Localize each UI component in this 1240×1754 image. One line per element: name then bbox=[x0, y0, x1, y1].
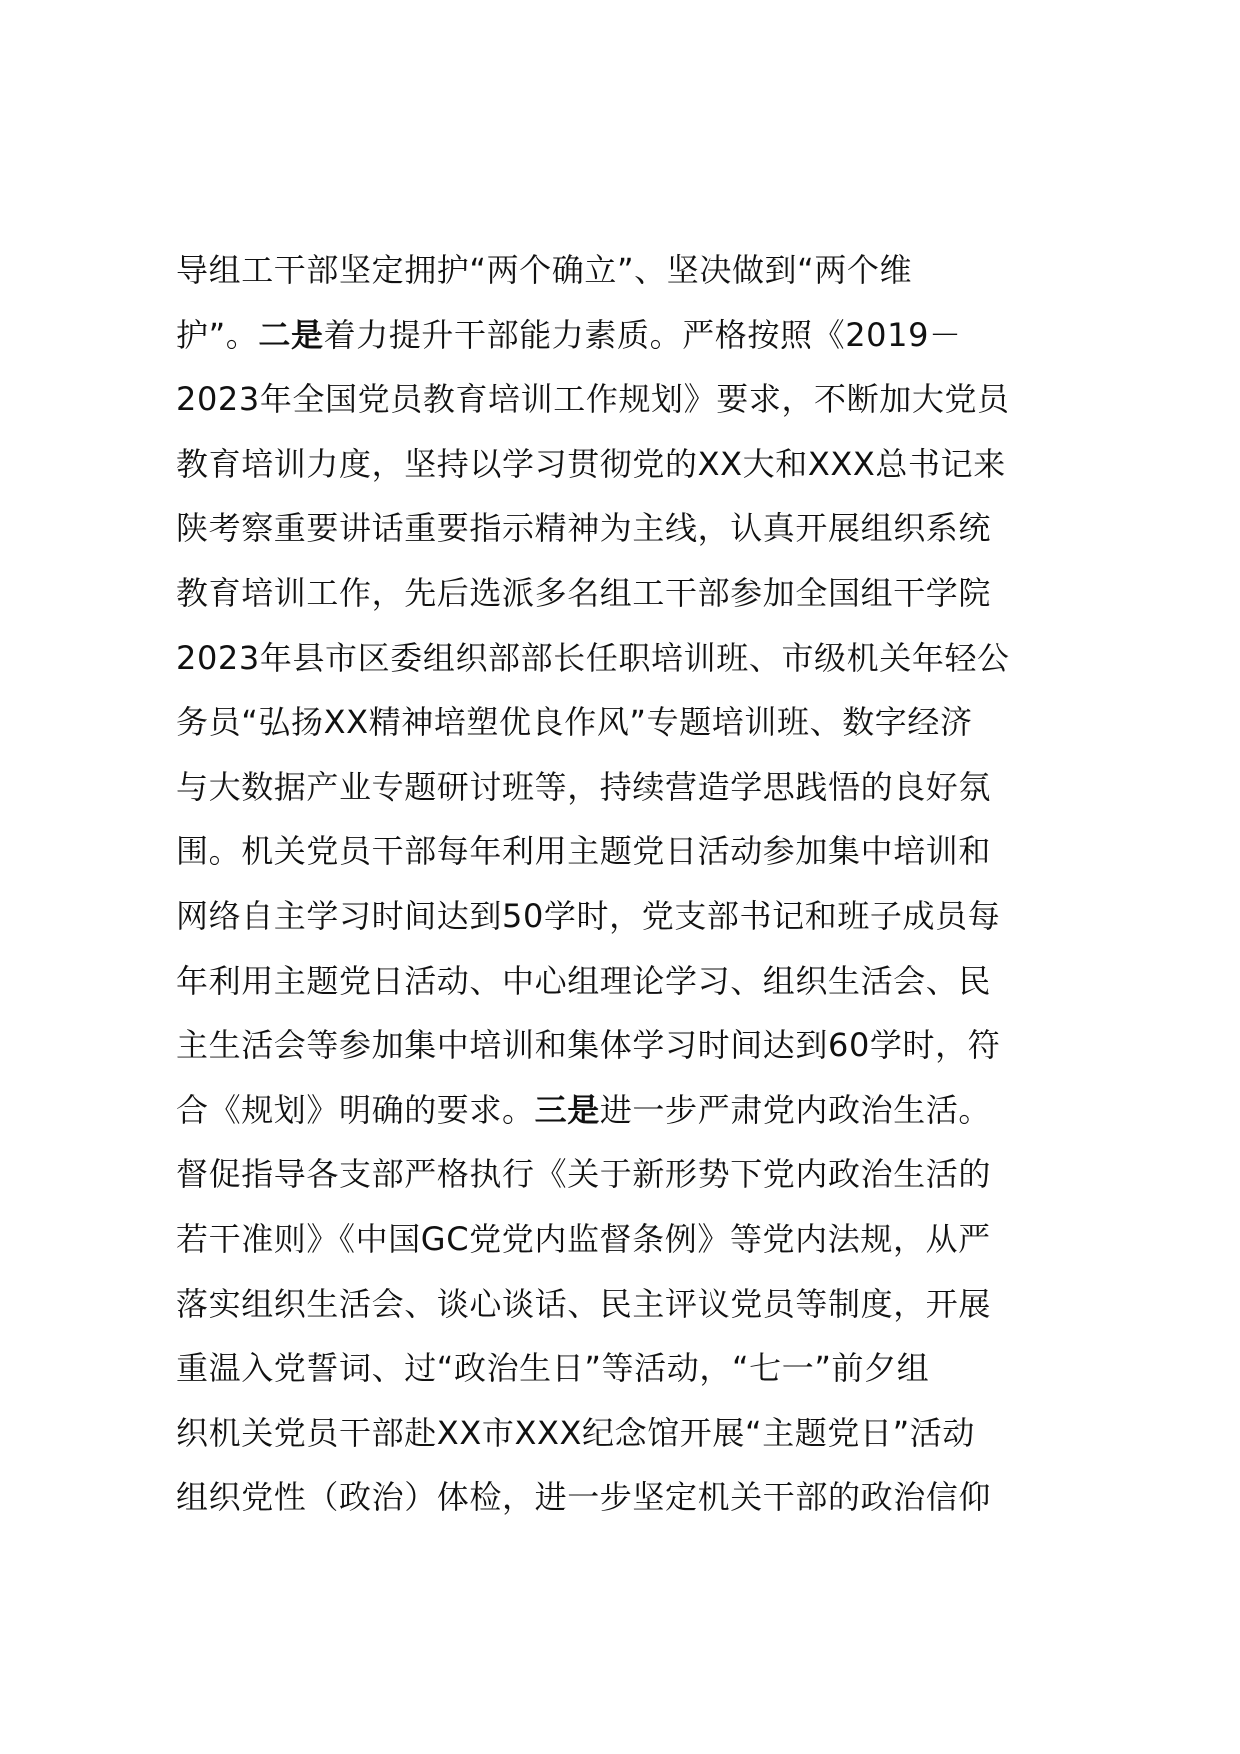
text-line-20 bbox=[176, 1465, 1096, 1530]
text-run: 落实组织生活会、谈心谈话、民主评议党员等制度，开展 bbox=[176, 1284, 992, 1323]
text-line-19 bbox=[176, 1401, 1096, 1466]
text-run: 着力提升干部能力素质。严格按照《2019－ bbox=[323, 315, 962, 354]
text-run: 教育培训工作，先后选派多名组工干部参加全国组干学院 bbox=[176, 573, 992, 612]
text-line-7 bbox=[176, 626, 1096, 691]
text-line-11 bbox=[176, 884, 1096, 949]
text-run: 组织党性（政治）体检，进一步坚定机关干部的政治信仰 bbox=[176, 1478, 992, 1517]
text-run: 导组工干部坚定拥护“两个确立”、坚决做到“两个维 bbox=[176, 251, 913, 289]
text-run: 合《规划》明确的要求。 bbox=[176, 1090, 535, 1129]
text-run: 织机关党员干部赴XX市XXX纪念馆开展“主题党日”活动 bbox=[176, 1413, 975, 1452]
text-line-8 bbox=[176, 690, 1096, 755]
text-run: 若干准则》《中国GC党党内监督条例》等党内法规，从严 bbox=[176, 1219, 991, 1258]
text-run: 护”。 bbox=[176, 315, 259, 354]
bold-keyword: 三是 bbox=[534, 1090, 600, 1129]
text-run: 陕考察重要讲话重要指示精神为主线，认真开展组织系统 bbox=[176, 509, 992, 548]
text-line-1 bbox=[176, 238, 1096, 303]
text-line-4 bbox=[176, 432, 1096, 497]
text-run: 主生活会等参加集中培训和集体学习时间达到60学时，符 bbox=[176, 1026, 1001, 1065]
text-run: 教育培训力度，坚持以学习贯彻党的XX大和XXX总书记来 bbox=[176, 444, 1006, 483]
body-text bbox=[176, 238, 1096, 1530]
text-line-13 bbox=[176, 1013, 1096, 1078]
text-line-2 bbox=[176, 303, 1096, 368]
text-run: 2023年全国党员教育培训工作规划》要求，不断加大党员 bbox=[176, 380, 1010, 419]
text-line-9 bbox=[176, 755, 1096, 820]
text-run: 督促指导各支部严格执行《关于新形势下党内政治生活的 bbox=[176, 1155, 992, 1194]
text-line-10 bbox=[176, 819, 1096, 884]
text-run: 务员“弘扬XX精神培塑优良作风”专题培训班、数字经济 bbox=[176, 703, 973, 742]
text-run: 重温入党誓词、过“政治生日”等活动，“七一”前夕组 bbox=[176, 1349, 930, 1388]
text-line-5 bbox=[176, 496, 1096, 561]
text-line-17 bbox=[176, 1272, 1096, 1337]
text-run: 进一步严肃党内政治生活。 bbox=[599, 1090, 992, 1129]
text-line-3 bbox=[176, 367, 1096, 432]
text-line-14 bbox=[176, 1078, 1096, 1143]
text-line-16 bbox=[176, 1207, 1096, 1272]
bold-keyword: 二是 bbox=[258, 315, 324, 354]
text-line-12 bbox=[176, 949, 1096, 1014]
text-run: 2023年县市区委组织部部长任职培训班、市级机关年轻公 bbox=[176, 638, 1010, 677]
text-run: 年利用主题党日活动、中心组理论学习、组织生活会、民 bbox=[176, 961, 992, 1000]
text-run: 围。机关党员干部每年利用主题党日活动参加集中培训和 bbox=[176, 832, 992, 871]
text-run: 网络自主学习时间达到50学时，党支部书记和班子成员每 bbox=[176, 896, 1001, 935]
text-line-18 bbox=[176, 1336, 1096, 1401]
text-run: 与大数据产业专题研讨班等，持续营造学思践悟的良好氛 bbox=[176, 767, 992, 806]
text-line-6 bbox=[176, 561, 1096, 626]
text-line-15 bbox=[176, 1142, 1096, 1207]
